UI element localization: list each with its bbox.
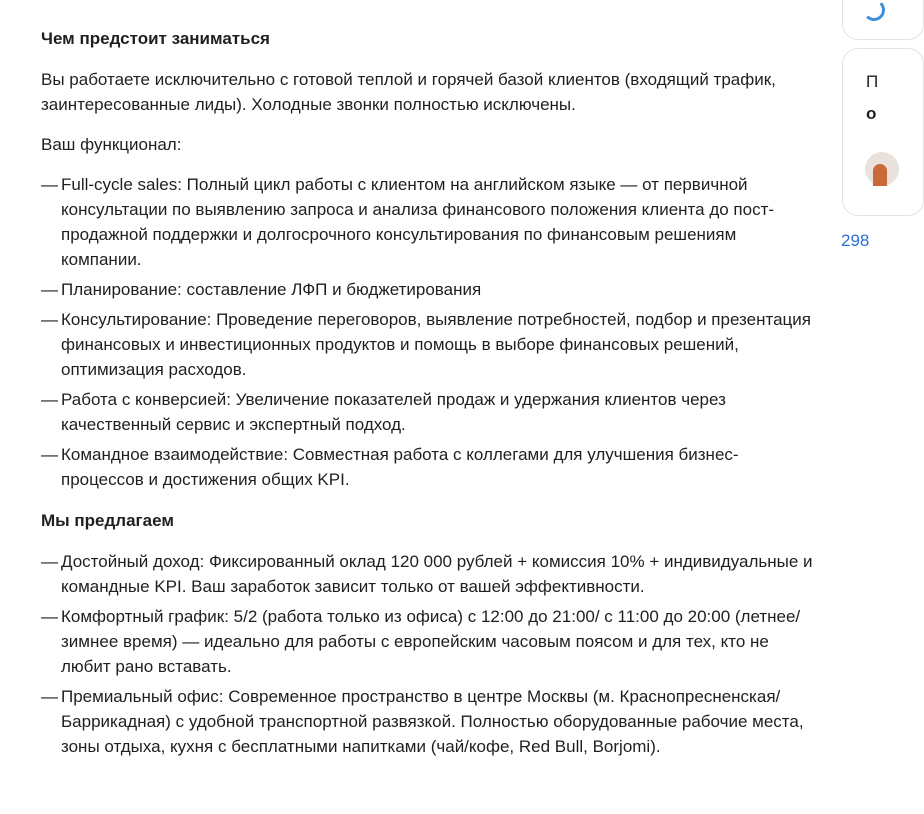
functions-label: Ваш функционал: xyxy=(41,135,182,154)
list-item: — Full-cycle sales: Полный цикл работы с клиентом на английском языке — от первичной консультации по выявлению запроса и анализа финансового положения клиента до пост-продажной поддержки и долгосрочного консультирования по финансовым решениям компании. xyxy=(41,172,819,272)
list-item: — Командное взаимодействие: Совместная работа с коллегами для улучшения бизнес-процессов и достижения общих KPI. xyxy=(41,442,819,492)
vacancy-description xyxy=(41,25,819,774)
duties-list xyxy=(41,172,819,492)
list-item: — Работа с конверсией: Увеличение показателей продаж и удержания клиентов через качественный сервис и экспертный подход. xyxy=(41,387,819,437)
offer-list xyxy=(41,549,819,759)
sidebar-count-link[interactable]: 298 xyxy=(841,231,870,250)
list-item: — Консультирование: Проведение переговоров, выявление потребностей, подбор и презентация финансовых и инвестиционных продуктов и помощь в выборе финансовых решений, оптимизация расходов. xyxy=(41,307,819,382)
list-item: — Достойный доход: Фиксированный оклад 120 000 рублей + комиссия 10% + индивидуальные и командные KPI. Ваш заработок зависит только от вашей эффективности. xyxy=(41,549,819,599)
avatar xyxy=(865,152,899,186)
sidebar-card-top[interactable] xyxy=(842,0,924,40)
sidebar-card-subtext: о xyxy=(866,104,877,123)
list-item: — Комфортный график: 5/2 (работа только из офиса) с 12:00 до 21:00/ с 11:00 до 20:00 (летнее/зимнее время) — идеально для работы с европейским часовым поясом и для тех, кто не любит рано вставать. xyxy=(41,604,819,679)
sidebar-card[interactable] xyxy=(842,48,924,216)
duties-intro: Вы работаете исключительно с готовой теплой и горячей базой клиентов (входящий трафик, заинтересованные лиды). Холодные звонки полностью исключены. xyxy=(41,70,776,114)
list-item: — Планирование: составление ЛФП и бюджетирования xyxy=(41,277,819,302)
section-heading-offer: Мы предлагаем xyxy=(41,511,174,530)
list-item: — Премиальный офис: Современное пространство в центре Москвы (м. Краснопресненская/Баррикадная) с удобной транспортной развязкой. Полностью оборудованные рабочие места, зоны отдыха, кухня с бесплатными напитками (чай/кофе, Red Bull, Borjomi). xyxy=(41,684,819,759)
status-icon xyxy=(863,0,885,21)
sidebar-card-text: П xyxy=(866,72,879,91)
section-heading-duties: Чем предстоит заниматься xyxy=(41,29,270,48)
